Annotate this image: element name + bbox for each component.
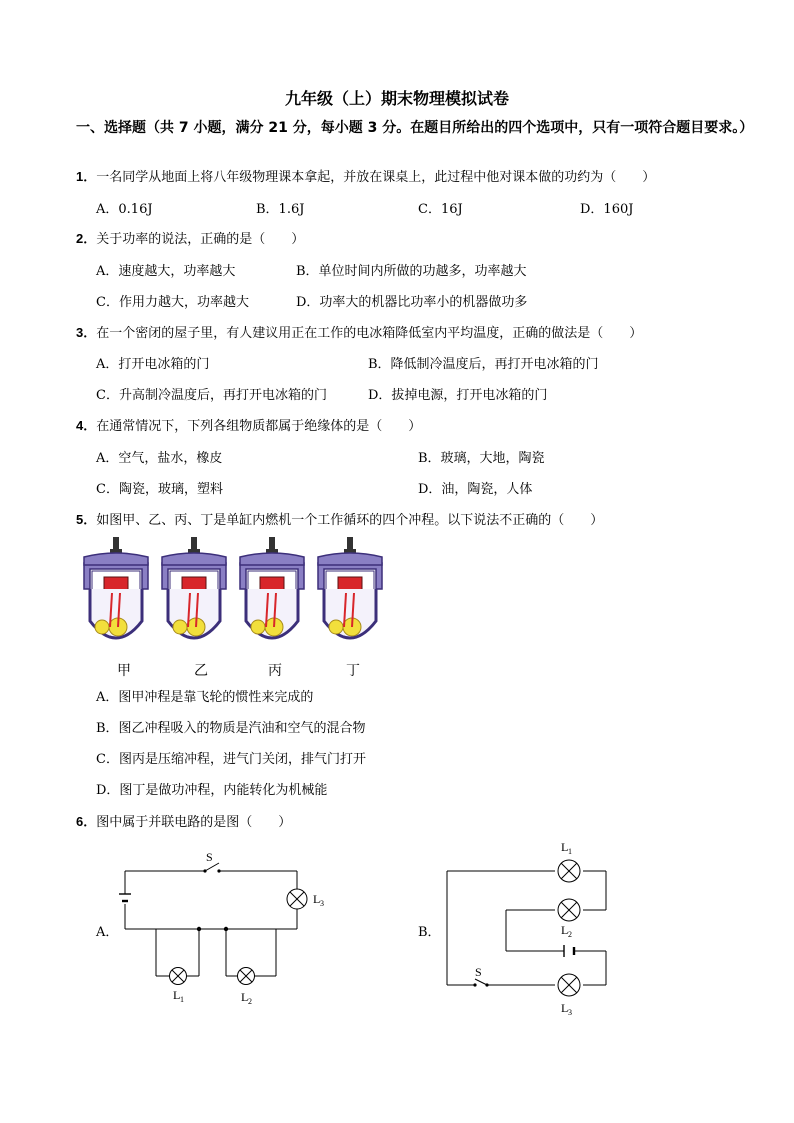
engine-label-jia: 甲	[117, 663, 131, 679]
question-number: 5．	[76, 512, 97, 527]
l1-label: L	[561, 840, 569, 854]
question-5	[76, 509, 603, 528]
question-number: 4．	[76, 418, 97, 433]
question-stem: 在一个密闭的屋子里，有人建议用正在工作的电冰箱降低室内平均温度，正确的做法是（ ）	[96, 326, 643, 341]
question-4	[76, 415, 421, 434]
engine-strokes-image	[80, 537, 390, 662]
l3-label: L	[313, 892, 321, 906]
option-d: D．油，陶瓷，人体	[418, 482, 533, 497]
question-stem: 一名同学从地面上将八年级物理课本拿起，并放在课桌上，此过程中他对课本做的功约为（ ）	[96, 170, 656, 185]
question-stem: 关于功率的说法，正确的是（ ）	[96, 232, 305, 247]
option-b: B．1.6J	[256, 202, 305, 217]
engine-label-ding: 丁	[346, 663, 360, 679]
question-number: 6．	[76, 814, 97, 829]
page-title: 九年级（上）期末物理模拟试卷	[284, 89, 509, 108]
section-heading: 一、选择题（共 7 小题，满分 21 分，每小题 3 分。在题目所给出的四个选项中，只有一项符合题目要求。）	[76, 120, 754, 136]
option-d: D．拔掉电源，打开电冰箱的门	[368, 388, 548, 403]
switch-label: S	[206, 850, 213, 864]
l3-subscript: 3	[320, 899, 324, 908]
option-a: A．空气，盐水，橡皮	[96, 451, 223, 466]
option-d: D．图丁是做功冲程，内能转化为机械能	[96, 783, 328, 798]
option-a: A．打开电冰箱的门	[96, 357, 210, 372]
l2-subscript: 2	[568, 930, 572, 939]
question-1	[76, 166, 655, 185]
l2-label: L	[241, 990, 249, 1004]
l3-label: L	[561, 1001, 569, 1015]
option-b-label: B．	[418, 925, 441, 940]
option-b: B．降低制冷温度后，再打开电冰箱的门	[368, 357, 599, 372]
option-c: C．16J	[418, 202, 463, 217]
option-d: D．功率大的机器比功率小的机器做功多	[296, 295, 528, 310]
l2-subscript: 2	[248, 997, 252, 1006]
option-b: B．单位时间内所做的功越多，功率越大	[296, 264, 527, 279]
l2-label: L	[561, 923, 569, 937]
option-c: C．图丙是压缩冲程，进气门关闭，排气门打开	[96, 752, 366, 767]
question-6	[76, 811, 291, 830]
option-a: A．0.16J	[96, 202, 153, 217]
circuit-diagram-a	[115, 845, 335, 1015]
option-c: C．陶瓷，玻璃，塑料	[96, 482, 223, 497]
circuit-diagram-b	[440, 835, 630, 1025]
question-stem: 如图甲、乙、丙、丁是单缸内燃机一个工作循环的四个冲程。以下说法不正确的（ ）	[96, 513, 604, 528]
option-b: B．玻璃，大地，陶瓷	[418, 451, 545, 466]
option-a: A．速度越大，功率越大	[96, 264, 236, 279]
question-number: 3．	[76, 325, 97, 340]
option-c: C．升高制冷温度后，再打开电冰箱的门	[96, 388, 327, 403]
option-b: B．图乙冲程吸入的物质是汽油和空气的混合物	[96, 721, 366, 736]
option-a: A．图甲冲程是靠飞轮的惯性来完成的	[96, 690, 314, 705]
question-2	[76, 228, 304, 247]
option-d: D．160J	[580, 202, 634, 217]
switch-label: S	[475, 965, 482, 979]
question-stem: 在通常情况下，下列各组物质都属于绝缘体的是（ ）	[96, 419, 422, 434]
l1-label: L	[173, 988, 181, 1002]
question-number: 1．	[76, 169, 97, 184]
l1-subscript: 1	[180, 995, 184, 1004]
option-a-label: A．	[96, 925, 119, 940]
l3-subscript: 3	[568, 1008, 572, 1017]
question-number: 2．	[76, 231, 97, 246]
engine-label-bing: 丙	[268, 663, 282, 679]
l1-subscript: 1	[568, 847, 572, 856]
option-c: C．作用力越大，功率越大	[96, 295, 249, 310]
engine-label-yi: 乙	[194, 663, 208, 679]
question-stem: 图中属于并联电路的是图（ ）	[96, 815, 292, 830]
question-3	[76, 322, 642, 341]
